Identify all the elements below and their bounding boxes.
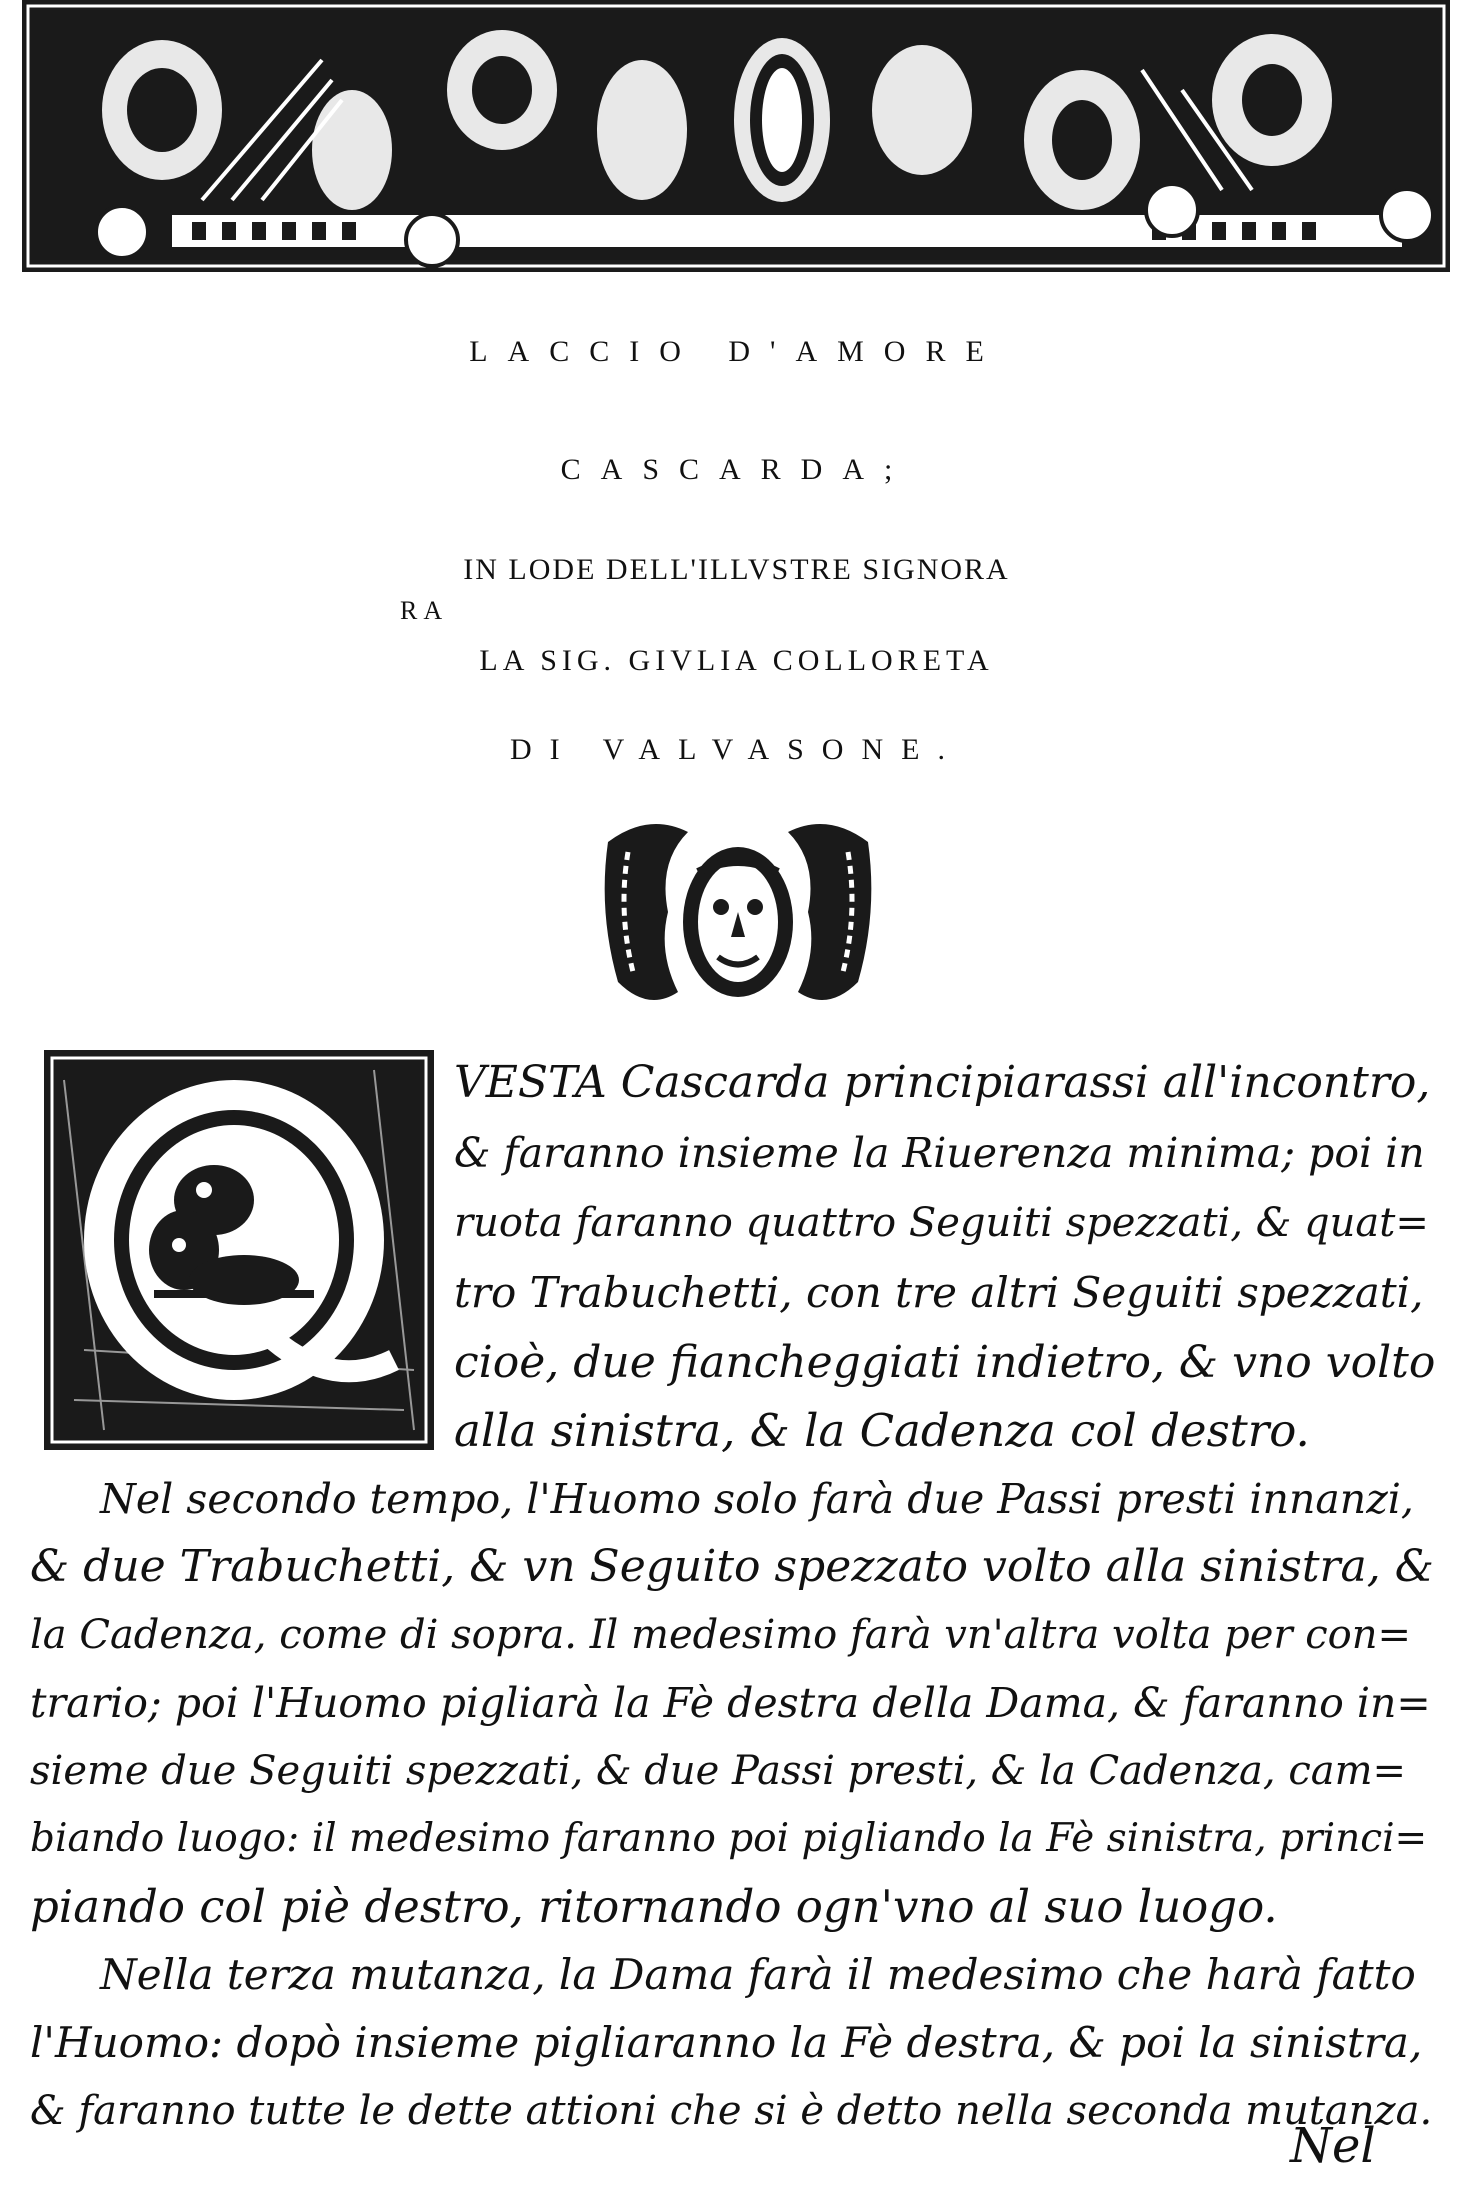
body-line-7: Nel secondo tempo, l'Huomo solo farà due Passi presti innanzi, bbox=[100, 1475, 1414, 1523]
dedicatee-place: DI VALVASONE. bbox=[510, 733, 963, 766]
dedication-line: IN LODE DELL'ILLVSTRE SIGNORA bbox=[463, 553, 1010, 586]
woodcut-headpiece-icon bbox=[22, 0, 1450, 272]
body-line-1: VESTA Cascarda principiarassi all'incontro, bbox=[454, 1057, 1431, 1108]
body-line-15: l'Huomo: dopò insieme pigliaranno la Fè destra, & poi la sinistra, bbox=[30, 2018, 1423, 2067]
decorated-initial bbox=[44, 1050, 434, 1450]
mask-cartouche-icon bbox=[588, 812, 888, 1012]
body-line-4: tro Trabuchetti, con tre altri Seguiti spezzati, bbox=[454, 1268, 1424, 1317]
page-title: LACCIO D'AMORE bbox=[469, 335, 1004, 368]
body-line-5: cioè, due fiancheggiati indietro, & vno volto bbox=[454, 1337, 1436, 1388]
body-line-14: Nella terza mutanza, la Dama farà il medesimo che harà fatto bbox=[100, 1950, 1416, 1999]
body-line-2: & faranno insieme la Riuerenza minima; poi in bbox=[454, 1129, 1425, 1177]
body-line-16: & faranno tutte le dette attioni che si è detto nella seconda mutanza. bbox=[30, 2088, 1433, 2134]
subtitle-cascarda: CASCARDA; bbox=[560, 453, 913, 486]
decorated-initial-q-icon bbox=[44, 1050, 434, 1450]
body-line-3: ruota faranno quattro Seguiti spezzati, & quat= bbox=[454, 1200, 1429, 1246]
tailpiece-ornament bbox=[588, 812, 888, 1012]
body-line-8: & due Trabuchetti, & vn Seguito spezzato volto alla sinistra, & bbox=[30, 1541, 1434, 1592]
body-line-11: sieme due Seguiti spezzati, & due Passi presti, & la Cadenza, cam= bbox=[30, 1748, 1407, 1794]
dedicatee-name: LA SIG. GIVLIA COLLORETA bbox=[479, 644, 994, 677]
woodcut-headpiece bbox=[22, 0, 1450, 272]
body-line-10: trario; poi l'Huomo pigliarà la Fè destra della Dama, & faranno in= bbox=[30, 1679, 1431, 1727]
catchword: Nel bbox=[1290, 2118, 1376, 2174]
body-line-12: biando luogo: il medesimo faranno poi pigliando la Fè sinistra, princi= bbox=[30, 1816, 1428, 1861]
superscript-abbreviation: RA bbox=[400, 596, 449, 625]
body-line-13: piando col piè destro, ritornando ogn'vno al suo luogo. bbox=[30, 1880, 1278, 1933]
body-line-6: alla sinistra, & la Cadenza col destro. bbox=[454, 1404, 1310, 1457]
body-line-9: la Cadenza, come di sopra. Il medesimo farà vn'altra volta per con= bbox=[30, 1612, 1412, 1658]
